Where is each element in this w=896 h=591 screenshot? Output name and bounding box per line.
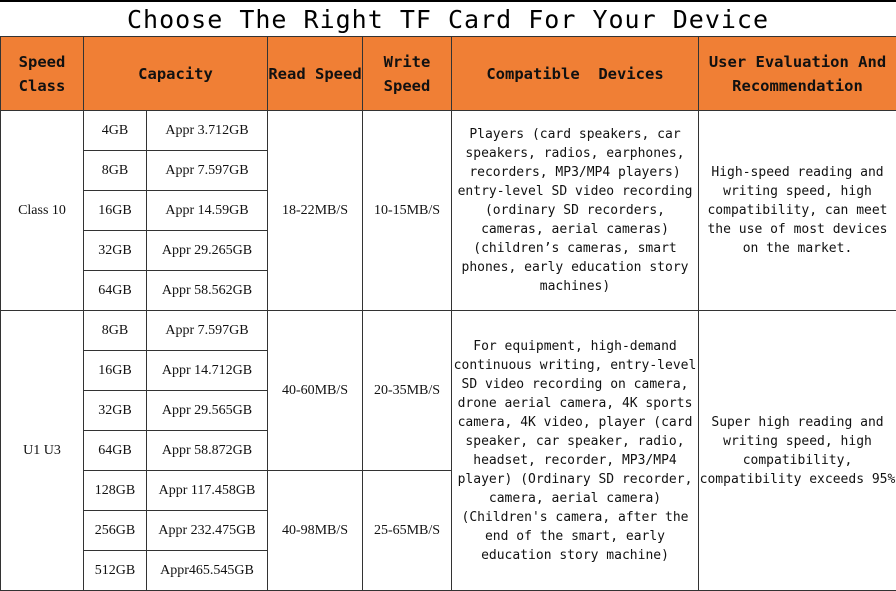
compatible-devices-cell: For equipment, high-demand continuous writing, entry-level SD video recording on camera, drone aerial camera, 4K sports camera, 4K video, player (card speaker, car speaker, radio, headset, recorder, MP3/MP4 player) (Ordinary SD recorder, camera, aerial camera) (Children's camera, after the end of the smart, early education story machine) <box>452 311 699 591</box>
capacity-approx: Appr465.545GB <box>147 551 268 591</box>
evaluation-cell: Super high reading and writing speed, high compatibility, compatibility exceeds 95% <box>699 311 896 591</box>
write-speed-cell: 20-35MB/S <box>363 311 452 471</box>
capacity-size: 16GB <box>84 351 147 391</box>
capacity-approx: Appr 29.565GB <box>147 391 268 431</box>
tf-card-table <box>0 36 896 591</box>
capacity-size: 64GB <box>84 271 147 311</box>
header-speed-class: Speed Class <box>1 37 84 111</box>
capacity-approx: Appr 7.597GB <box>147 151 268 191</box>
table-row <box>1 111 896 151</box>
capacity-size: 64GB <box>84 431 147 471</box>
compatible-devices-cell: Players (card speakers, car speakers, radios, earphones, recorders, MP3/MP4 players) entry-level SD video recording (ordinary SD recorders, cameras, aerial cameras) (children’s cameras, smart phones, early education story machines) <box>452 111 699 311</box>
read-speed-cell: 40-60MB/S <box>268 311 363 471</box>
read-speed-cell: 40-98MB/S <box>268 471 363 591</box>
table-row <box>1 311 896 351</box>
capacity-approx: Appr 14.59GB <box>147 191 268 231</box>
capacity-size: 8GB <box>84 151 147 191</box>
capacity-approx: Appr 14.712GB <box>147 351 268 391</box>
capacity-approx: Appr 232.475GB <box>147 511 268 551</box>
capacity-size: 16GB <box>84 191 147 231</box>
capacity-approx: Appr 117.458GB <box>147 471 268 511</box>
capacity-approx: Appr 3.712GB <box>147 111 268 151</box>
write-speed-cell: 25-65MB/S <box>363 471 452 591</box>
header-user-evaluation: User Evaluation And Recommendation <box>699 37 896 111</box>
speed-class-cell: Class 10 <box>1 111 84 311</box>
capacity-size: 32GB <box>84 231 147 271</box>
capacity-approx: Appr 58.562GB <box>147 271 268 311</box>
capacity-size: 128GB <box>84 471 147 511</box>
header-compatible-devices: Compatible Devices <box>452 37 699 111</box>
capacity-size: 512GB <box>84 551 147 591</box>
capacity-approx: Appr 58.872GB <box>147 431 268 471</box>
header-row <box>1 37 896 111</box>
header-capacity: Capacity <box>84 37 268 111</box>
page-title: Choose The Right TF Card For Your Device <box>0 0 896 36</box>
header-read-speed: Read Speed <box>268 37 363 111</box>
capacity-size: 8GB <box>84 311 147 351</box>
capacity-approx: Appr 29.265GB <box>147 231 268 271</box>
read-speed-cell: 18-22MB/S <box>268 111 363 311</box>
capacity-approx: Appr 7.597GB <box>147 311 268 351</box>
evaluation-cell: High-speed reading and writing speed, high compatibility, can meet the use of most devices on the market. <box>699 111 896 311</box>
header-write-speed: Write Speed <box>363 37 452 111</box>
capacity-size: 32GB <box>84 391 147 431</box>
write-speed-cell: 10-15MB/S <box>363 111 452 311</box>
speed-class-cell: U1 U3 <box>1 311 84 591</box>
capacity-size: 4GB <box>84 111 147 151</box>
capacity-size: 256GB <box>84 511 147 551</box>
